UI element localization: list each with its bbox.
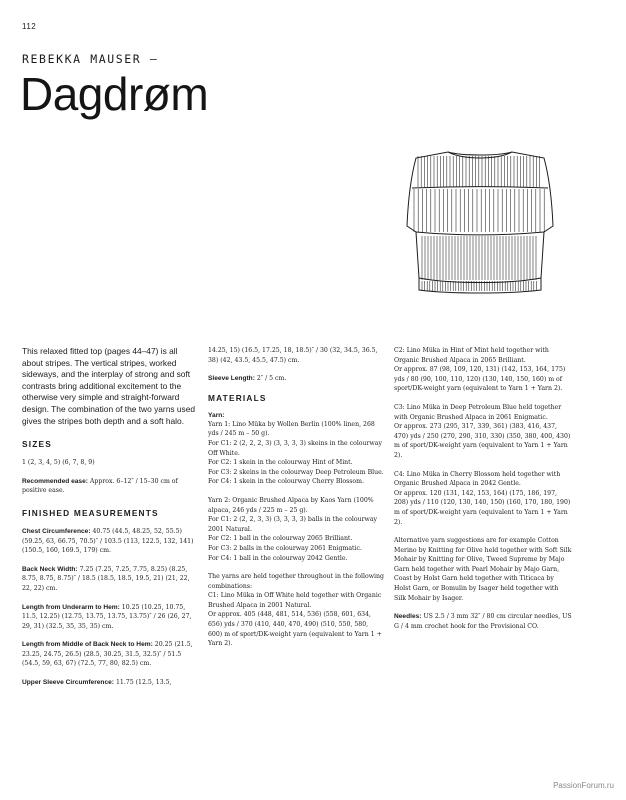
measurement-item xyxy=(22,640,198,669)
measurement-label: Chest Circumference: xyxy=(22,527,91,535)
measurement-label: Back Neck Width: xyxy=(22,565,78,573)
measurement-item xyxy=(22,565,198,594)
measurement-label: Length from Underarm to Hem: xyxy=(22,603,120,611)
measurement-label: Upper Sleeve Circumference: xyxy=(22,679,114,687)
ease-text: Approx. 6–12″ / 15–30 cm of positive ease. xyxy=(22,477,178,495)
measurement-text: 11.75 (12.5, 13.5, xyxy=(113,679,172,687)
c3-combination: C3: Lino Müka in Deep Petroleum Blue held together with Organic Brushed Alpaca in 2061 Enigmatic. xyxy=(394,403,562,421)
author-name: REBEKKA MAUSER – xyxy=(22,52,159,66)
measurement-item xyxy=(22,603,198,632)
yarn2-line: Yarn 2: Organic Brushed Alpaca by Kaos Yarn (100% alpaca, 246 yds / 225 m – 25 g). xyxy=(208,496,374,514)
held-c1: C1: Lino Müka in Off White held together with Organic Brushed Alpaca in 2001 Natural. xyxy=(208,592,382,609)
yarn1-c1: For C1: 2 (2, 2, 2, 3) (3, 3, 3, 3) skeins in the colourway Off White. xyxy=(208,439,382,457)
yarn2-c3: For C3: 2 balls in the colourway 2061 Enigmatic. xyxy=(208,544,362,552)
column-2 xyxy=(208,346,384,658)
yarn2-c1: For C1: 2 (2, 2, 3, 3) (3, 3, 3, 3) balls in the colourway 2001 Natural. xyxy=(208,516,378,533)
c3-amount: Or approx. 273 (295, 317, 339, 361) (383, 416, 437, 470) yds / 250 (270, 290, 310, 330) (350, 380, 400, 430) m of sport/DK-weight yarn (equivalent to Yarn 1 + Yarn 2). xyxy=(394,423,571,459)
held-together-intro: The yarns are held together throughout in the following combinations: xyxy=(208,573,384,590)
measurement-item xyxy=(22,678,198,688)
held-c1-amount: Or approx. 405 (448, 481, 514, 536) (558, 601, 634, 656) yds / 370 (410, 440, 470, 490) (510, 550, 580, 600) m of sport/DK-weight yarn (equivalent to Yarn 1 + Yarn 2). xyxy=(208,611,382,648)
ease-label: Recommended ease: xyxy=(22,477,88,485)
yarn-label: Yarn: xyxy=(208,411,225,419)
measurement-text: 20.25 (21.5, 23.25, 24.75, 26.5) (28.5, 30.25, 31.5, 32.5)″ / 51.5 (54.5, 59, 63, 67) (72.5, 77, 80, 82.5) cm. xyxy=(22,641,193,668)
yarn1-c4: For C4: 1 skein in the colourway Cherry Blossom. xyxy=(208,478,364,486)
needles-text: US 2.5 / 3 mm 32″ / 80 cm circular needles, US G / 4 mm crochet hook for the Provisional CO. xyxy=(394,613,572,630)
column-1 xyxy=(22,346,198,697)
sweater-schematic-icon xyxy=(370,140,590,300)
yarn1-c3: For C3: 2 skeins in the colourway Deep Petroleum Blue. xyxy=(208,468,384,476)
measurement-text: 40.75 (44.5, 48.25, 52, 55.5) (59.25, 63, 66.75, 70.5)″ / 103.5 (113, 122.5, 132, 141) (150.5, 160, 169.5, 179) cm. xyxy=(22,527,194,555)
sleeve-length xyxy=(208,374,384,384)
yarn2-c2: For C2: 1 ball in the colourway 2065 Brilliant. xyxy=(208,535,353,543)
watermark: PassionForum.ru xyxy=(553,781,614,790)
c2-amount: Or approx. 87 (98, 109, 120, 131) (142, 153, 164, 175) yds / 80 (90, 100, 110, 120) (130, 140, 150, 160) m of sport/DK-weight yarn (equivalent to Yarn 1 + Yarn 2). xyxy=(394,366,566,393)
page-number: 112 xyxy=(22,22,37,31)
sizes-list: 1 (2, 3, 4, 5) (6, 7, 8, 9) xyxy=(22,459,95,467)
sleeve-length-label: Sleeve Length: xyxy=(208,375,255,383)
c4-amount: Or approx. 120 (131, 142, 153, 164) (175, 186, 197, 208) yds / 110 (120, 130, 140, 150) (160, 170, 180, 190) m of sport/DK-weight yarn (equivalent to Yarn 1 + Yarn 2). xyxy=(394,489,571,526)
measurement-text: 7.25 (7.25, 7.25, 7.75, 8.25) (8.25, 8.75, 8.75, 8.75)″ / 18.5 (18.5, 18.5, 19.5, 21) (21, 22, 22, 22) cm. xyxy=(22,565,190,592)
column-3 xyxy=(394,346,572,640)
pattern-title: Dagdrøm xyxy=(20,68,209,120)
yarn1-c2: For C2: 1 skein in the colourway Hint of Mint. xyxy=(208,459,353,467)
needles-label: Needles: xyxy=(394,613,422,621)
measurement-item xyxy=(22,527,198,556)
sleeve-length-text: 2″ / 5 cm. xyxy=(254,375,287,383)
alternative-yarns: Alternative yarn suggestions are for example Cotton Merino by Knitting for Olive held together with Soft Silk Mohair by Knitting for Olive, Tweed Supreme by Majo Garn held together with Pearl Mohair by Majo Garn, Coast by Holst Garn held together with Titicaca by Holst Garn, or Bomulin by Isager held together with Silk Mohair by Isager. xyxy=(394,537,572,602)
measurements-heading: FINISHED MEASUREMENTS xyxy=(22,507,159,518)
materials-heading: MATERIALS xyxy=(208,392,267,403)
recommended-ease xyxy=(22,477,198,496)
sleeve-circumference-continued: 14.25, 15) (16.5, 17.25, 18, 18.5)″ / 30 (32, 34.5, 36.5, 38) (42, 43.5, 45.5, 47.5) cm. xyxy=(208,347,378,364)
measurement-label: Length from Middle of Back Neck to Hem: xyxy=(22,641,153,649)
c4-combination: C4: Lino Müka in Cherry Blossom held together with Organic Brushed Alpaca in 2042 Gentle. xyxy=(394,470,561,488)
yarn1-line: Yarn 1: Lino Müka by Wollen Berlin (100% linen, 268 yds / 245 m – 50 g). xyxy=(208,420,375,438)
c2-combination: C2: Lino Müka in Hint of Mint held together with Organic Brushed Alpaca in 2065 Brilliant. xyxy=(394,347,549,364)
sizes-heading: SIZES xyxy=(22,439,52,450)
yarn2-c4: For C4: 1 ball in the colourway 2042 Gentle. xyxy=(208,554,348,562)
needles xyxy=(394,612,572,631)
measurement-text: 10.25 (10.25, 10.75, 11.5, 12.25) (12.75, 13.75, 13.75, 13.75)″ / 26 (26, 27, 29, 31) (32.5, 35, 35, 35) cm. xyxy=(22,603,192,630)
intro-text: This relaxed fitted top (pages 44–47) is all about stripes. The vertical stripes, worked sideways, and the interplay of strong and soft contrasts bring additional excitement to the otherwise very simple and straight-forward design. The combination of the two yarns used gives the stripes both depth and a soft halo. xyxy=(22,346,196,426)
